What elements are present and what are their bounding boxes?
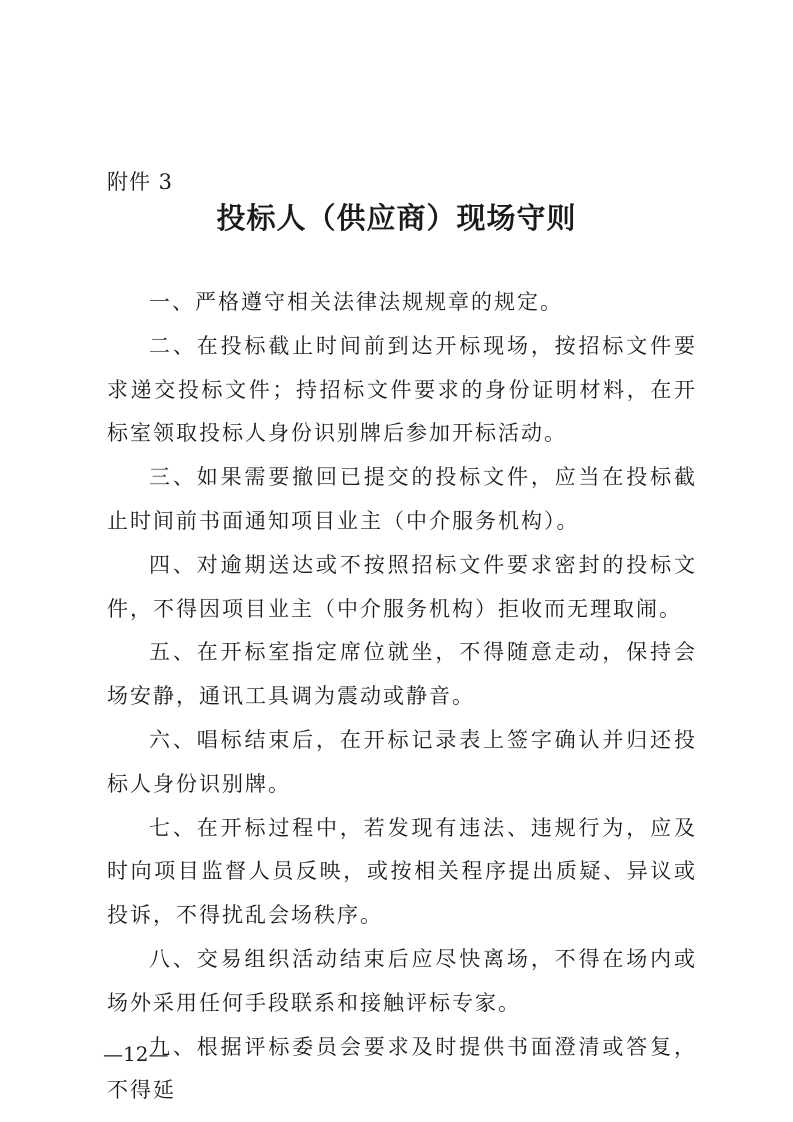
attachment-label: 附件 3 (107, 170, 174, 194)
rule-paragraph: 四、对逾期送达或不按照招标文件要求密封的投标文件，不得因项目业主（中介服务机构）拒收而无理取闹。 (107, 552, 697, 621)
rule-paragraph: 七、在开标过程中，若发现有违法、违规行为，应及时向项目监督人员反映，或按相关程序提出质疑、异议或投诉，不得扰乱会场秩序。 (107, 815, 697, 928)
document-title: 投标人（供应商）现场守则 (216, 201, 577, 235)
rule-paragraph: 三、如果需要撤回已提交的投标文件，应当在投标截止时间前书面通知项目业主（中介服务机构）。 (107, 465, 697, 533)
rule-paragraph: 八、交易组织活动结束后应尽快离场，不得在场内或场外采用任何手段联系和接触评标专家。 (107, 946, 697, 1015)
rule-paragraph: 六、唱标结束后，在开标记录表上签字确认并归还投标人身份识别牌。 (107, 727, 697, 796)
page-number: —12— (103, 1042, 169, 1066)
rule-paragraph: 一、严格遵守相关法律法规规章的规定。 (149, 290, 563, 314)
rule-paragraph: 九、根据评标委员会要求及时提供书面澄清或答复，不得延 (107, 1034, 697, 1103)
rule-paragraph: 五、在开标室指定席位就坐，不得随意走动，保持会场安静，通讯工具调为震动或静音。 (107, 640, 697, 709)
rule-paragraph: 二、在投标截止时间前到达开标现场，按招标文件要求递交投标文件；持招标文件要求的身份证明材料，在开标室领取投标人身份识别牌后参加开标活动。 (107, 333, 697, 446)
rules-body (107, 281, 697, 1113)
